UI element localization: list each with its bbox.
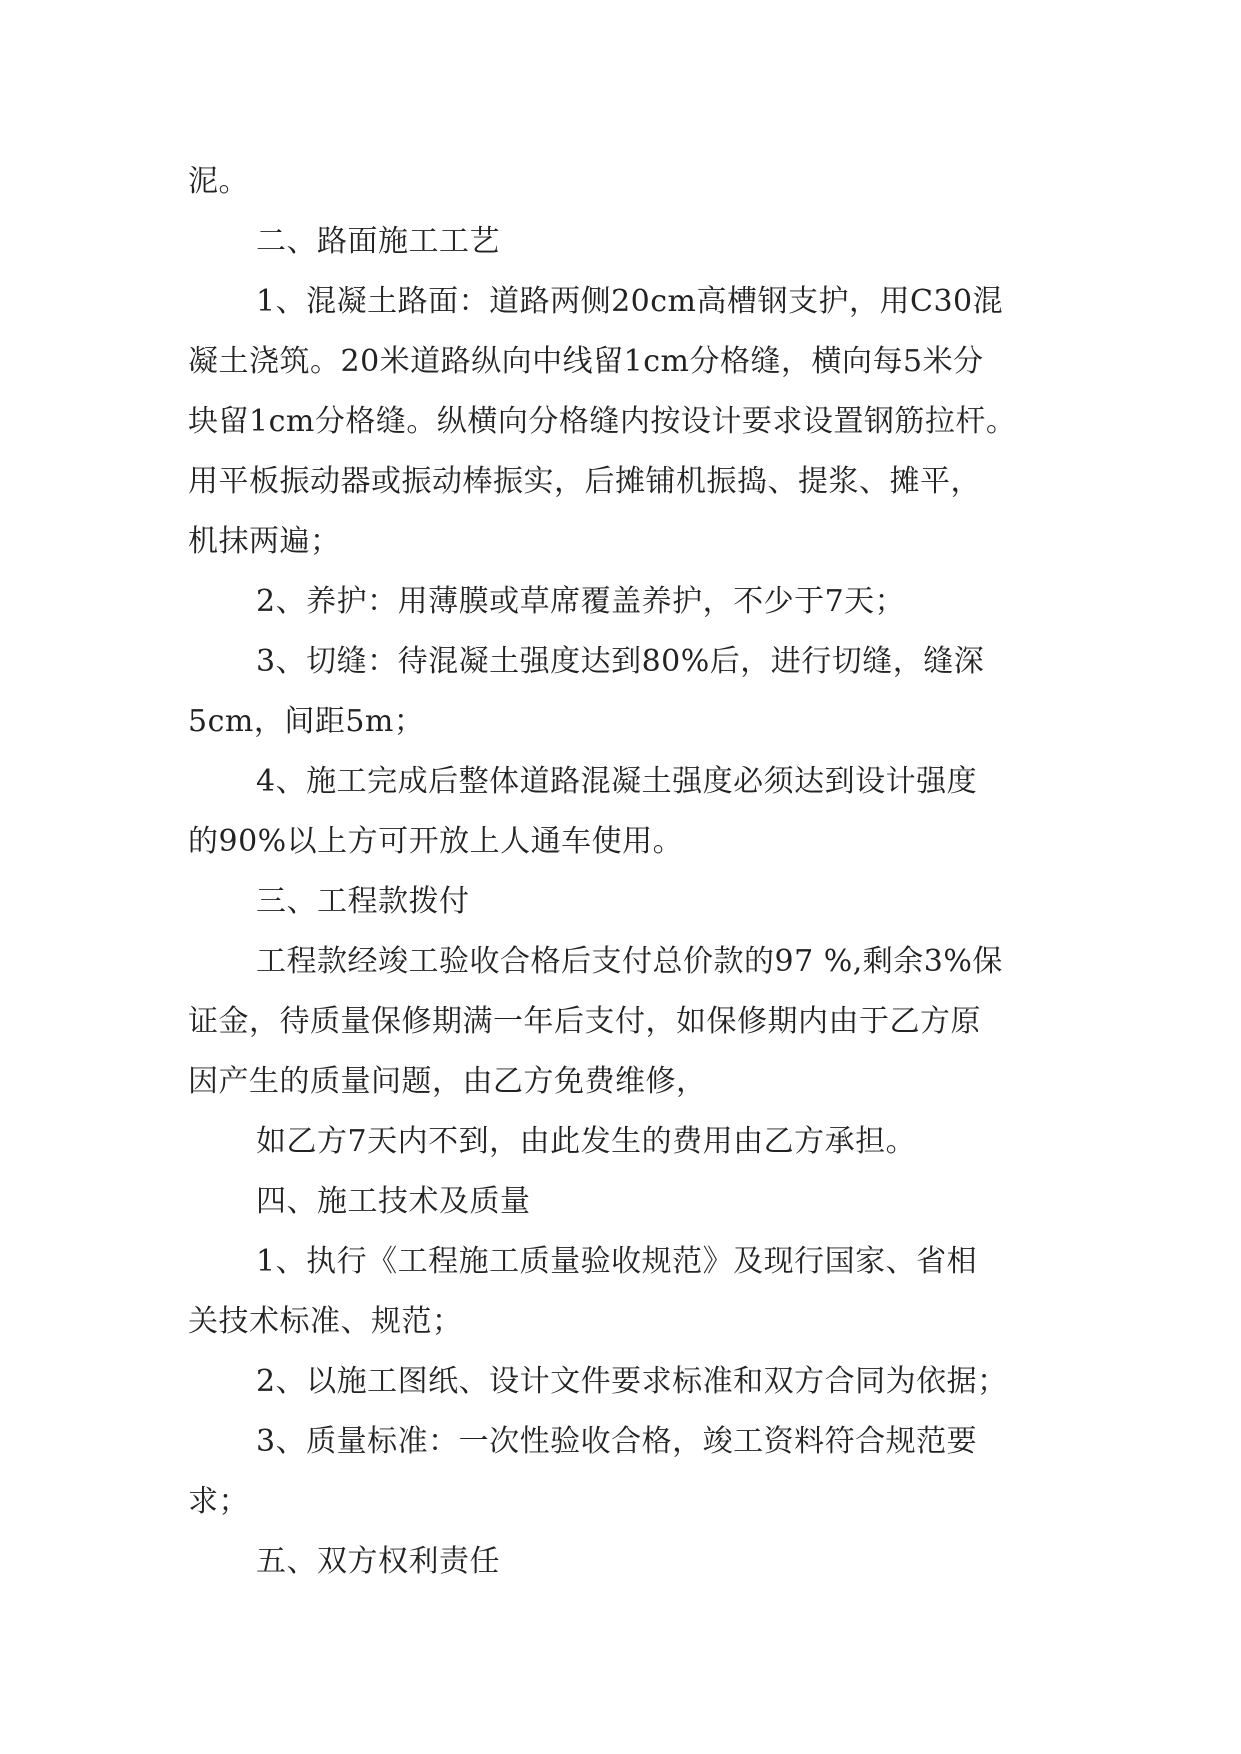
paragraph-line: 求；	[188, 1484, 249, 1519]
paragraph-line: 关技术标准、规范；	[188, 1304, 463, 1339]
paragraph-line: 如乙方7天内不到，由此发生的费用由乙方承担。	[256, 1124, 917, 1159]
section-heading: 五、双方权利责任	[256, 1544, 500, 1579]
paragraph-line: 的90%以上方可开放上人通车使用。	[188, 824, 684, 859]
paragraph-line: 1、混凝土路面：道路两侧20cm高槽钢支护，用C30混	[256, 284, 1004, 319]
paragraph-line: 1、执行《工程施工质量验收规范》及现行国家、省相	[256, 1244, 978, 1279]
paragraph-line: 5cm，间距5m；	[188, 704, 425, 739]
paragraph-line: 证金，待质量保修期满一年后支付，如保修期内由于乙方原	[188, 1004, 981, 1039]
paragraph-line: 4、施工完成后整体道路混凝土强度必须达到设计强度	[256, 764, 978, 799]
paragraph-line: 2、以施工图纸、设计文件要求标准和双方合同为依据；	[256, 1364, 1008, 1399]
paragraph-line: 泥。	[188, 164, 249, 199]
paragraph-line: 块留1cm分格缝。纵横向分格缝内按设计要求设置钢筋拉杆。	[188, 404, 1017, 439]
section-heading: 二、路面施工工艺	[256, 224, 500, 259]
paragraph-line: 2、养护：用薄膜或草席覆盖养护，不少于7天；	[256, 584, 906, 619]
section-heading: 四、施工技术及质量	[256, 1184, 531, 1219]
section-heading: 三、工程款拨付	[256, 884, 470, 919]
paragraph-line: 用平板振动器或振动棒振实，后摊铺机振捣、提浆、摊平，	[188, 464, 981, 499]
paragraph-line: 凝土浇筑。20米道路纵向中线留1cm分格缝，横向每5米分	[188, 344, 984, 379]
paragraph-line: 工程款经竣工验收合格后支付总价款的97 %,剩余3%保	[256, 944, 1003, 979]
paragraph-line: 机抹两遍；	[188, 524, 341, 559]
paragraph-line: 3、切缝：待混凝土强度达到80%后，进行切缝，缝深	[256, 644, 985, 679]
paragraph-line: 因产生的质量问题，由乙方免费维修，	[188, 1064, 707, 1099]
paragraph-line: 3、质量标准：一次性验收合格，竣工资料符合规范要	[256, 1424, 978, 1459]
